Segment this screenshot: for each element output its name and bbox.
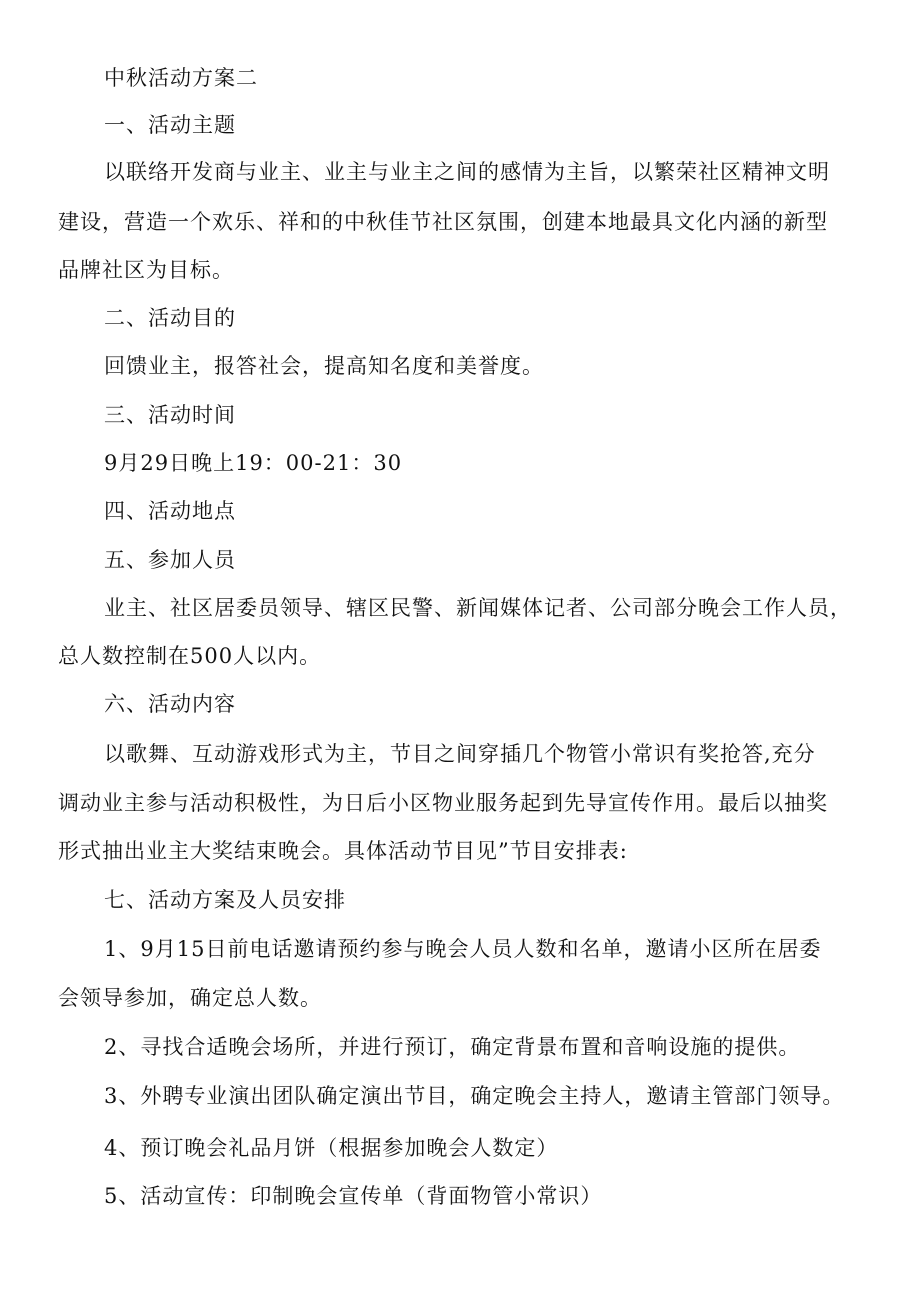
section-heading-location: 四、活动地点 (104, 499, 236, 523)
paragraph-line: 总人数控制在500人以内。 (58, 644, 322, 668)
section-heading-time: 三、活动时间 (104, 403, 236, 427)
paragraph-line: 形式抽出业主大奖结束晚会。具体活动节目见”节目安排表: (58, 839, 628, 863)
paragraph-line: 回馈业主，报答社会，提高知名度和美誉度。 (104, 354, 544, 378)
paragraph-line: 调动业主参与活动积极性，为日后小区物业服务起到先导宣传作用。最后以抽奖 (58, 791, 828, 815)
list-item: 5、活动宣传：印制晚会宣传单（背面物管小常识） (104, 1184, 603, 1208)
paragraph-line: 9月29日晚上19：00-21：30 (104, 451, 403, 475)
section-heading-arrangements: 七、活动方案及人员安排 (104, 888, 346, 912)
paragraph-line: 业主、社区居委员领导、辖区民警、新闻媒体记者、公司部分晚会工作人员， (104, 596, 852, 620)
paragraph-line: 会领导参加，确定总人数。 (58, 986, 322, 1010)
paragraph-line: 建设，营造一个欢乐、祥和的中秋佳节社区氛围，创建本地最具文化内涵的新型 (58, 210, 828, 234)
paragraph-line: 品牌社区为目标。 (58, 258, 234, 282)
section-heading-participants: 五、参加人员 (104, 548, 236, 572)
list-item: 4、预订晚会礼品月饼（根据参加晚会人数定） (104, 1136, 559, 1160)
section-heading-theme: 一、活动主题 (104, 113, 236, 137)
paragraph-line: 以歌舞、互动游戏形式为主，节目之间穿插几个物管小常识有奖抢答,充分 (104, 742, 816, 766)
document-title: 中秋活动方案二 (104, 66, 258, 90)
paragraph-line: 以联络开发商与业主、业主与业主之间的感情为主旨，以繁荣社区精神文明 (104, 160, 830, 184)
section-heading-content: 六、活动内容 (104, 692, 236, 716)
list-item: 3、外聘专业演出团队确定演出节目，确定晚会主持人，邀请主管部门领导。 (104, 1084, 845, 1108)
list-item: 2、寻找合适晚会场所，并进行预订，确定背景布置和音响设施的提供。 (104, 1035, 801, 1059)
section-heading-purpose: 二、活动目的 (104, 306, 236, 330)
paragraph-line: 1、9月15日前电话邀请预约参与晚会人员人数和名单，邀请小区所在居委 (104, 937, 822, 961)
